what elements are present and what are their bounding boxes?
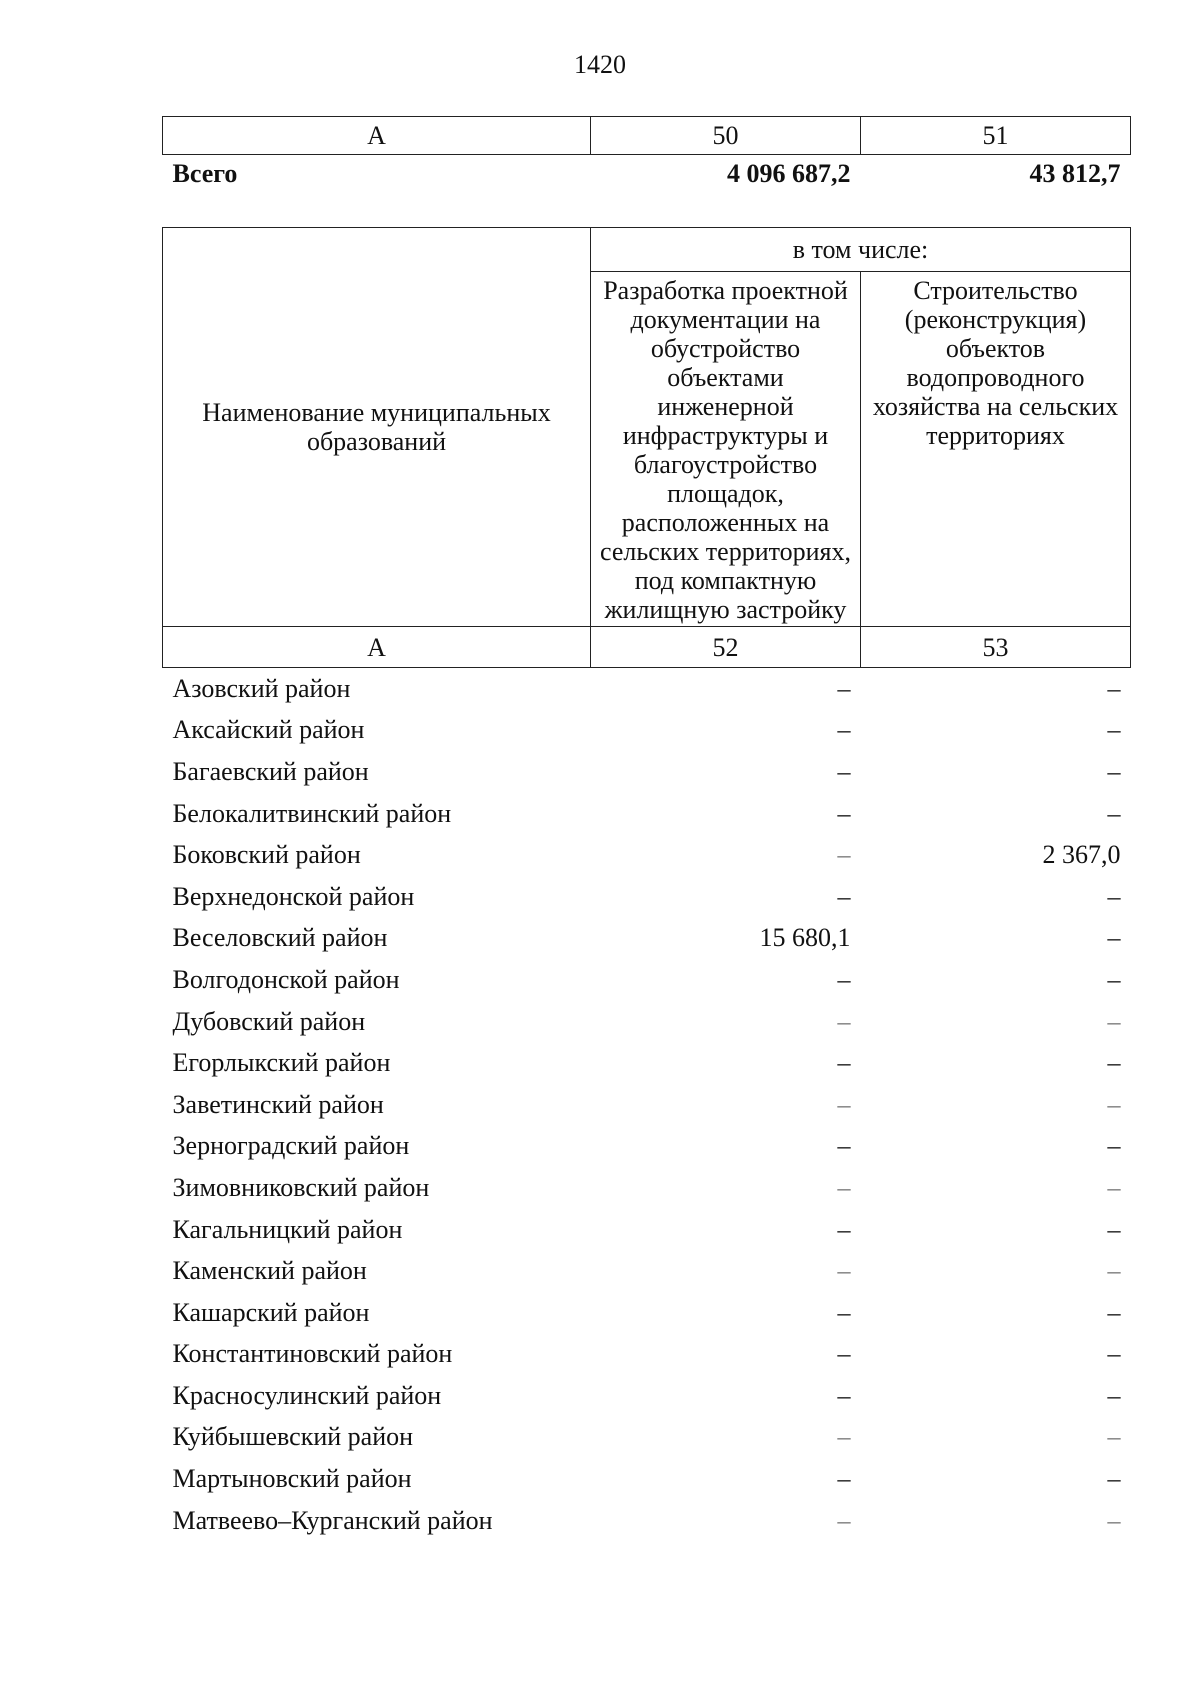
total-value-50: 4 096 687,2	[727, 159, 851, 188]
row-value-52: –	[837, 798, 851, 828]
row-value-53: –	[1107, 1339, 1121, 1369]
row-value-52: –	[837, 1006, 851, 1036]
total-value-51: 43 812,7	[1029, 159, 1121, 188]
row-value-53: –	[1107, 923, 1121, 953]
row-value-52: –	[837, 840, 851, 870]
col53-header: Строительство (реконструкция) объектов водопроводного хозяйства на сельских территориях	[861, 272, 1131, 627]
table-row	[163, 1334, 1131, 1376]
row-value-53: –	[1107, 1380, 1121, 1410]
row-value-52: –	[837, 715, 851, 745]
table-row	[163, 1209, 1131, 1251]
table-row	[163, 1417, 1131, 1459]
table-row	[163, 1292, 1131, 1334]
row-value-52: –	[837, 881, 851, 911]
table-row	[163, 876, 1131, 918]
row-value-53: –	[1107, 1089, 1121, 1119]
table-row	[163, 1458, 1131, 1500]
summary-table	[162, 116, 1131, 193]
row-name: Веселовский район	[172, 923, 388, 953]
row-name: Константиновский район	[172, 1339, 453, 1369]
row-name: Дубовский район	[172, 1006, 366, 1036]
row-value-53: –	[1107, 1297, 1121, 1327]
row-value-52: –	[837, 1505, 851, 1535]
row-value-53: –	[1107, 1256, 1121, 1286]
colnum-52: 52	[591, 627, 861, 668]
colnum-53: 53	[861, 627, 1131, 668]
row-name: Красносулинский район	[172, 1380, 442, 1410]
row-value-53: –	[1107, 1505, 1121, 1535]
row-value-53: –	[1107, 1172, 1121, 1202]
table-row	[163, 1167, 1131, 1209]
main-table	[162, 227, 1131, 1541]
table-row	[163, 793, 1131, 835]
column-numbers-row	[163, 627, 1131, 668]
row-name: Мартыновский район	[172, 1464, 412, 1494]
row-value-52: –	[837, 1256, 851, 1286]
table-row	[163, 1084, 1131, 1126]
group-header: в том числе:	[591, 228, 1131, 272]
row-value-53: 2 367,0	[1042, 840, 1121, 870]
row-value-52: –	[837, 1339, 851, 1369]
row-name: Багаевский район	[172, 756, 369, 786]
row-value-52: 15 680,1	[759, 923, 851, 953]
row-value-52: –	[837, 964, 851, 994]
table-row	[163, 918, 1131, 960]
row-value-53: –	[1107, 798, 1121, 828]
table-row	[163, 1042, 1131, 1084]
row-value-52: –	[837, 1131, 851, 1161]
row-value-53: –	[1107, 964, 1121, 994]
row-value-53: –	[1107, 756, 1121, 786]
table-row	[163, 1126, 1131, 1168]
total-label: Всего	[172, 159, 238, 188]
row-value-52: –	[837, 1172, 851, 1202]
table-row	[163, 959, 1131, 1001]
row-name: Азовский район	[172, 673, 351, 703]
row-value-53: –	[1107, 1131, 1121, 1161]
page-number: 1420	[574, 50, 626, 79]
table-row	[163, 1500, 1131, 1542]
row-value-53: –	[1107, 1048, 1121, 1078]
row-value-53: –	[1107, 1464, 1121, 1494]
total-row	[163, 155, 1131, 194]
row-name: Боковский район	[172, 840, 361, 870]
row-name: Каменский район	[172, 1256, 367, 1286]
row-value-53: –	[1107, 1422, 1121, 1452]
row-value-52: –	[837, 1380, 851, 1410]
table-row	[163, 668, 1131, 710]
row-value-53: –	[1107, 1214, 1121, 1244]
table-row	[163, 1375, 1131, 1417]
row-name: Кашарский район	[172, 1297, 370, 1327]
summary-col-a: А	[163, 117, 591, 155]
row-name: Заветинский район	[172, 1089, 384, 1119]
row-value-52: –	[837, 1464, 851, 1494]
row-value-53: –	[1107, 881, 1121, 911]
row-value-53: –	[1107, 1006, 1121, 1036]
row-value-52: –	[837, 1089, 851, 1119]
row-name: Верхнедонской район	[172, 881, 415, 911]
table-row	[163, 1250, 1131, 1292]
col52-header: Разработка проектной документации на обустройство объектами инженерной инфраструктуры и благоустройство площадок, расположенных на сельских территориях, под компактную жилищную застройку	[591, 272, 861, 627]
table-row	[163, 751, 1131, 793]
row-value-52: –	[837, 756, 851, 786]
row-value-52: –	[837, 1297, 851, 1327]
row-value-52: –	[837, 1048, 851, 1078]
row-name: Волгодонской район	[172, 964, 400, 994]
table-row	[163, 834, 1131, 876]
header-row-group	[163, 228, 1131, 272]
summary-col-51: 51	[861, 117, 1131, 155]
summary-col-50: 50	[591, 117, 861, 155]
summary-column-numbers	[163, 117, 1131, 155]
row-name: Матвеево–Курганский район	[172, 1505, 493, 1535]
row-value-53: –	[1107, 673, 1121, 703]
row-value-52: –	[837, 673, 851, 703]
row-name: Кагальницкий район	[172, 1214, 403, 1244]
name-column-header: Наименование муниципальных образований	[163, 228, 591, 627]
row-value-52: –	[837, 1422, 851, 1452]
table-row	[163, 710, 1131, 752]
table-row	[163, 1001, 1131, 1043]
colnum-a: А	[163, 627, 591, 668]
row-value-53: –	[1107, 715, 1121, 745]
row-name: Куйбышевский район	[172, 1422, 414, 1452]
row-name: Зимовниковский район	[172, 1172, 430, 1202]
row-name: Егорлыкский район	[172, 1048, 391, 1078]
row-name: Аксайский район	[172, 715, 365, 745]
row-name: Белокалитвинский район	[172, 798, 452, 828]
row-value-52: –	[837, 1214, 851, 1244]
row-name: Зерноградский район	[172, 1131, 410, 1161]
